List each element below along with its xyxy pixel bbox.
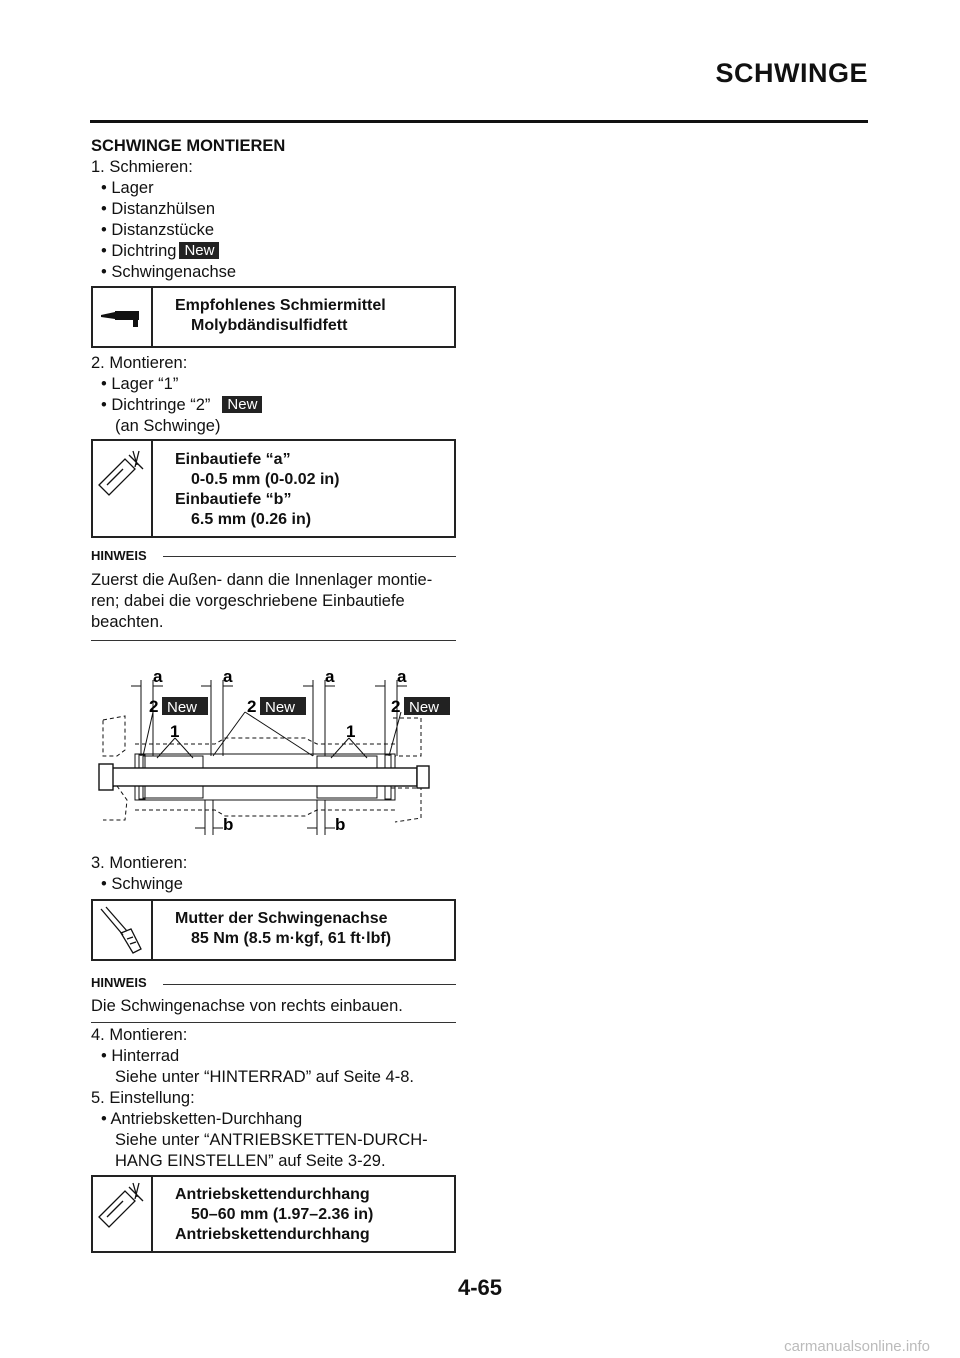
step-2-label: 2. Montieren: [91,354,188,372]
new-badge: New [222,396,262,413]
label-1: 1 [170,722,180,741]
new-badge: New [179,242,219,259]
label-1: 1 [346,722,356,741]
new-badge: New [265,699,296,716]
box-text: 0-0.5 mm (0-0.02 in) [191,471,340,488]
box-text: Empfohlenes Schmiermittel [175,297,386,314]
caliper-icon [93,1177,153,1251]
lubricant-gun-icon [93,288,153,346]
step-2-subtext: (an Schwinge) [115,417,221,435]
note-text: Die Schwingenachse von rechts einbauen. [91,997,403,1015]
step-5-subtext: HANG EINSTELLEN” auf Seite 3-29. [115,1152,386,1170]
step-3-item: • Schwinge [101,875,183,893]
label-b: b [223,815,234,834]
page-header-title: SCHWINGE [715,58,868,88]
installation-depth-box [91,439,456,538]
note-end-rule [91,1022,456,1023]
step-4-subtext: Siehe unter “HINTERRAD” auf Seite 4-8. [115,1068,414,1086]
step-5-subtext: Siehe unter “ANTRIEBSKETTEN-DURCH- [115,1131,428,1149]
step-2-item-row [101,395,262,416]
note-text: beachten. [91,613,164,631]
step-1-item: • Distanzhülsen [101,200,216,218]
step-1-item: • Lager [101,179,154,197]
step-1-item: • Schwingenachse [101,263,237,281]
step-2-item: • Lager “1” [101,375,179,393]
step-1-item: • Distanzstücke [101,221,215,239]
label-2: 2 [391,697,401,716]
step-2-item: • Dichtringe “2” [101,396,211,414]
box-text: Mutter der Schwingenachse [175,910,388,927]
step-4-item: • Hinterrad [101,1047,180,1065]
box-text: 50–60 mm (1.97–2.36 in) [191,1206,374,1223]
label-a: a [223,667,233,686]
step-1-item: • Dichtring [101,242,177,260]
step-4-label: 4. Montieren: [91,1026,188,1044]
box-text: Molybdändisulfidfett [191,317,348,334]
label-b: b [335,815,346,834]
box-text: Einbautiefe “a” [175,451,291,468]
torque-wrench-icon [93,901,153,959]
label-2: 2 [149,697,159,716]
step-1-item-row [101,241,219,262]
note-rule [163,984,456,985]
box-text: 6.5 mm (0.26 in) [191,511,312,528]
section-title: SCHWINGE MONTIEREN [91,137,286,155]
page-number: 4-65 [457,1275,503,1300]
box-text: Antriebskettendurchhang [175,1186,370,1203]
step-1-label: 1. Schmieren: [91,158,193,176]
note-title: HINWEIS [91,975,147,990]
swingarm-bearing-diagram [95,660,455,840]
note-text: Zuerst die Außen- dann die Innenlager montie- [91,571,433,589]
box-text: 85 Nm (8.5 m·kgf, 61 ft·lbf) [191,930,392,947]
box-text: Einbautiefe “b” [175,491,292,508]
new-badge: New [409,699,440,716]
lubricant-spec-box [91,286,456,348]
step-5-item: • Antriebsketten-Durchhang [101,1110,303,1128]
box-text: Antriebskettendurchhang [175,1226,370,1243]
caliper-icon [93,441,153,536]
torque-spec-box [91,899,456,961]
note-rule [163,556,456,557]
step-5-label: 5. Einstellung: [91,1089,195,1107]
note-end-rule [91,640,456,641]
label-2: 2 [247,697,257,716]
new-badge: New [167,699,198,716]
label-a: a [325,667,335,686]
step-3-label: 3. Montieren: [91,854,188,872]
label-a: a [153,667,163,686]
label-a: a [397,667,407,686]
chain-slack-box [91,1175,456,1253]
header-rule [90,120,868,123]
note-text: ren; dabei die vorgeschriebene Einbautiefe [91,592,405,610]
watermark: carmanualsonline.info [784,1338,930,1355]
note-title: HINWEIS [91,548,147,563]
